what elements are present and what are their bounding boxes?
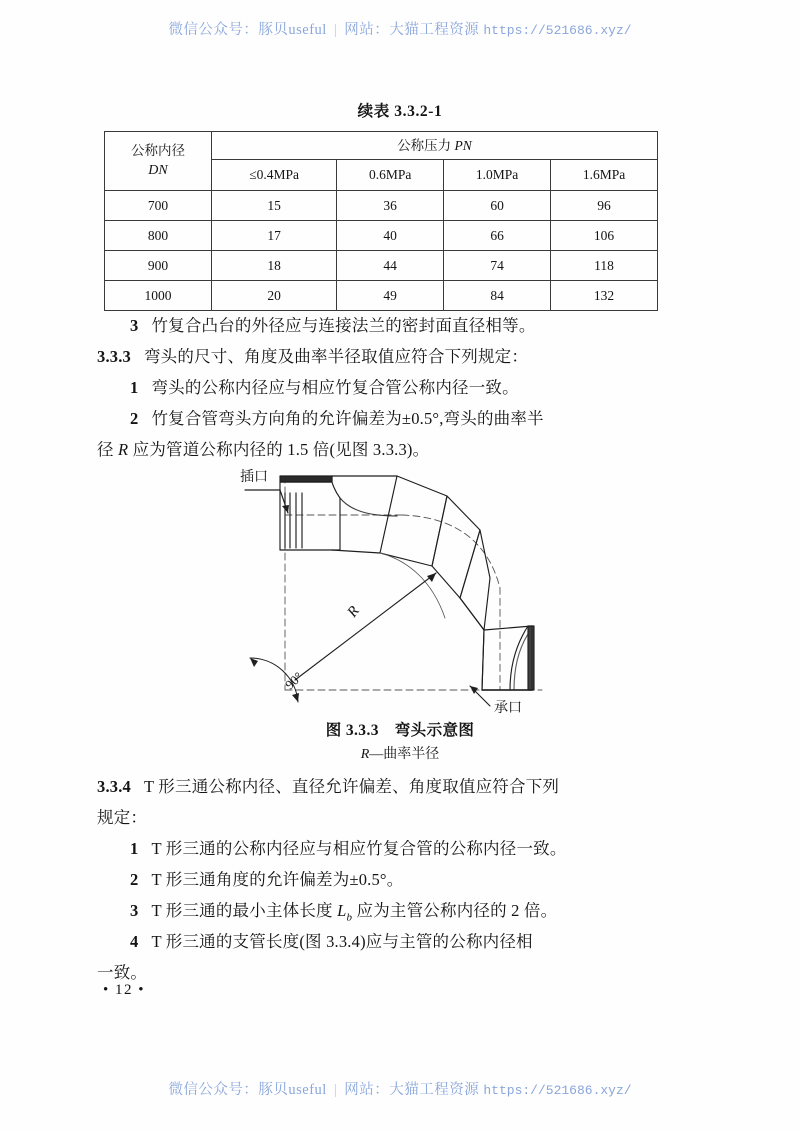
watermark-site-label: 网站： xyxy=(344,22,390,38)
item-text: T 形三通的支管长度(图 3.3.4)应与主管的公称内径相 xyxy=(151,932,533,951)
watermark-url: https://521686.xyz/ xyxy=(483,1083,632,1098)
item-text-pre: T 形三通的最小主体长度 xyxy=(151,901,338,920)
item-text-post: 应为管道公称内径的 1.5 倍(见图 3.3.3)。 xyxy=(128,440,430,459)
label-angle-90: 90° xyxy=(281,668,306,693)
paragraph-section-3-3-4 xyxy=(97,774,687,801)
item-text-cont: 一致。 xyxy=(97,963,148,982)
column-group-header-pn-symbol: PN xyxy=(454,137,472,153)
column-group-header-pn-text: 公称压力 xyxy=(397,137,452,153)
spigot-inner-profile xyxy=(332,476,340,550)
watermark-site-label: 网站： xyxy=(344,1082,390,1098)
column-header-pn-0: ≤0.4MPa xyxy=(212,160,337,191)
watermark-separator: | xyxy=(333,1082,338,1098)
cell-value: 118 xyxy=(551,251,658,281)
page-number: • 12 • xyxy=(103,982,146,998)
figure-subcaption xyxy=(0,743,800,763)
watermark-site-name: 大猫工程资源 xyxy=(389,1082,480,1098)
mitre-segment-2 xyxy=(432,496,480,598)
section-text: 弯头的尺寸、角度及曲率半径取值应符合下列规定： xyxy=(143,347,529,366)
variable-l: L xyxy=(337,901,347,920)
table-body xyxy=(105,191,658,311)
mitre-segment-3 xyxy=(460,530,490,630)
radius-arrowhead xyxy=(427,573,436,582)
variable-r: R xyxy=(118,440,129,459)
table-header-row-1 xyxy=(105,132,658,160)
cell-value: 17 xyxy=(212,221,337,251)
section-number: 3.3.4 xyxy=(97,777,131,796)
cell-value: 106 xyxy=(551,221,658,251)
cell-value: 49 xyxy=(337,281,444,311)
socket-leader-line xyxy=(470,686,490,706)
paragraph-333-item-2-cont xyxy=(97,437,687,464)
column-header-dn-line2: DN xyxy=(148,163,168,179)
table-row xyxy=(105,281,658,311)
paragraph-334-item-4 xyxy=(97,929,687,956)
section-text: T 形三通公称内径、直径允许偏差、角度取值应符合下列 xyxy=(143,777,560,796)
cell-value: 36 xyxy=(337,191,444,221)
watermark-separator: | xyxy=(333,22,338,38)
table-header xyxy=(105,132,658,191)
item-text: T 形三通的公称内径应与相应竹复合管的公称内径一致。 xyxy=(151,839,567,858)
item-text: 竹复合管弯头方向角的允许偏差为±0.5°,弯头的曲率半 xyxy=(151,409,544,428)
label-spigot: 插口 xyxy=(240,470,268,485)
watermark-url: https://521686.xyz/ xyxy=(483,23,632,38)
paragraph-334-item-3 xyxy=(97,898,687,927)
item-text: T 形三通角度的允许偏差为±0.5°。 xyxy=(151,870,404,889)
paragraph-333-item-1 xyxy=(97,375,687,402)
item-number: 3 xyxy=(130,901,139,920)
cell-value: 40 xyxy=(337,221,444,251)
item-number: 1 xyxy=(130,378,139,397)
column-header-pn-3: 1.6MPa xyxy=(551,160,658,191)
angle-arrowhead-end xyxy=(292,693,299,702)
watermark-wechat-label: 微信公众号： xyxy=(168,22,259,38)
table-row xyxy=(105,221,658,251)
socket-end-hatching xyxy=(510,626,534,690)
cell-dn: 700 xyxy=(105,191,212,221)
cell-value: 60 xyxy=(444,191,551,221)
variable-l-subscript: b xyxy=(346,911,353,924)
item-text-pre: 径 xyxy=(97,440,119,459)
table-row xyxy=(105,251,658,281)
centerline-curve-dashed xyxy=(402,515,500,690)
section-text-cont: 规定： xyxy=(97,808,148,827)
section-number: 3.3.3 xyxy=(97,347,131,366)
figure-subcaption-symbol: R xyxy=(360,747,370,762)
label-socket: 承口 xyxy=(494,701,522,713)
radius-dimension xyxy=(295,573,436,680)
cell-dn: 1000 xyxy=(105,281,212,311)
cell-value: 18 xyxy=(212,251,337,281)
figure-caption: 图 3.3.3 弯头示意图 xyxy=(325,722,475,739)
cell-value: 132 xyxy=(551,281,658,311)
item-number: 2 xyxy=(130,870,139,889)
watermark-wechat-name: 豚贝useful xyxy=(258,1082,327,1098)
column-header-dn-line1: 公称内径 xyxy=(131,142,185,158)
mitre-segment-1 xyxy=(380,476,447,566)
item-text-post: 应为主管公称内径的 2 倍。 xyxy=(352,901,558,920)
watermark-site-name: 大猫工程资源 xyxy=(389,22,480,38)
column-header-dn xyxy=(105,132,212,191)
socket-segment xyxy=(482,626,532,690)
figure-elbow-diagram xyxy=(232,468,562,713)
watermark-bottom xyxy=(0,1078,800,1099)
column-header-pn-2: 1.0MPa xyxy=(444,160,551,191)
angle-arrowhead-start xyxy=(250,658,258,667)
specification-table xyxy=(104,131,658,311)
table-row xyxy=(105,191,658,221)
item-number: 3 xyxy=(130,316,139,335)
cell-dn: 900 xyxy=(105,251,212,281)
paragraph-333-item-2 xyxy=(97,406,687,433)
paragraph-334-item-2 xyxy=(97,867,687,894)
cell-value: 20 xyxy=(212,281,337,311)
column-group-header-pn xyxy=(212,132,658,160)
table-title: 续表 3.3.2-1 xyxy=(357,103,443,120)
item-text: 弯头的公称内径应与相应竹复合管公称内径一致。 xyxy=(151,378,519,397)
watermark-top xyxy=(0,18,800,39)
watermark-wechat-label: 微信公众号： xyxy=(168,1082,259,1098)
paragraph-item-3 xyxy=(97,313,687,340)
paragraph-334-cont xyxy=(97,805,687,832)
cell-value: 96 xyxy=(551,191,658,221)
watermark-wechat-name: 豚贝useful xyxy=(258,22,327,38)
cell-value: 15 xyxy=(212,191,337,221)
cell-value: 84 xyxy=(444,281,551,311)
label-radius-r: R xyxy=(344,603,363,621)
paragraph-334-item-4-cont xyxy=(97,960,687,987)
paragraph-section-3-3-3 xyxy=(97,344,687,371)
item-number: 1 xyxy=(130,839,139,858)
spigot-leader-line xyxy=(245,490,289,513)
item-number: 2 xyxy=(130,409,139,428)
paragraph-334-item-1 xyxy=(97,836,687,863)
cell-value: 66 xyxy=(444,221,551,251)
cell-value: 74 xyxy=(444,251,551,281)
figure-subcaption-text: —曲率半径 xyxy=(369,747,440,762)
column-header-pn-1: 0.6MPa xyxy=(337,160,444,191)
item-text: 竹复合凸台的外径应与连接法兰的密封面直径相等。 xyxy=(151,316,536,335)
cell-dn: 800 xyxy=(105,221,212,251)
cell-value: 44 xyxy=(337,251,444,281)
item-number: 4 xyxy=(130,932,139,951)
